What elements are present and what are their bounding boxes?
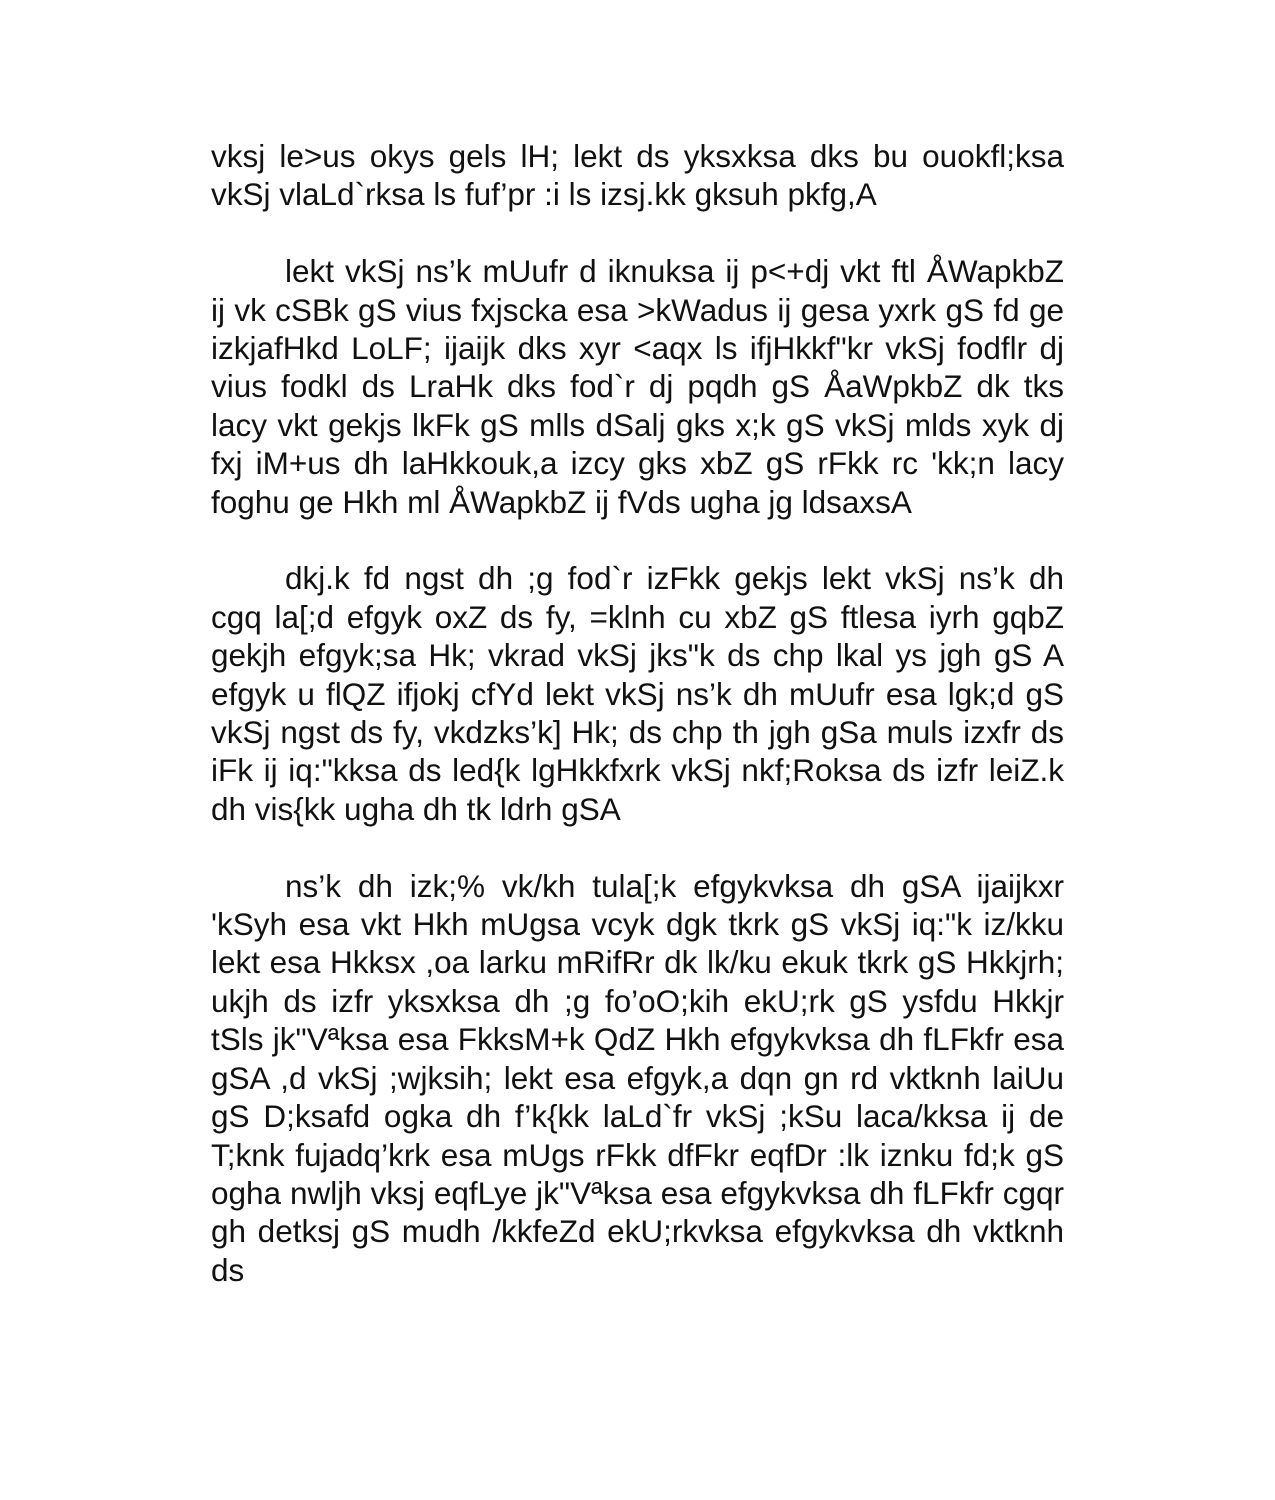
paragraph-2: lekt vkSj ns’k mUufr d iknuksa ij p<+dj vkt ftl ÅWapkbZ ij vk cSBk gS vius fxjscka esa >kWadus ij gesa yxrk gS fd ge izkjafHkd LoLF; ijaijk dks xyr <aqx ls ifjHkkf"kr vkSj fodflr dj vius fodkl ds LraHk dks fod`r dj pqdh gS ÅaWpkbZ dk tks lacy vkt gekjs lkFk gS mlls dSalj gks x;k gS vkSj mlds xyk dj fxj iM+us dh laHkkouk,a izcy gks xbZ gS rFkk rc 'kk;n lacy foghu ge Hkh ml ÅWapkbZ ij fVds ugha jg ldsaxsA [211,253,1064,520]
document-body [211,137,1064,1289]
paragraph-1: vksj le>us okys gels lH; lekt ds yksxksa dks bu ouokfl;ksa vkSj vlaLd`rksa ls fuf’pr :i ls izsj.kk gksuh pkfg,A [211,138,1064,213]
paragraph-4: ns’k dh izk;% vk/kh tula[;k efgykvksa dh gSA ijaijkxr 'kSyh esa vkt Hkh mUgsa vcyk dgk tkrk gS vkSj iq:"k iz/kku lekt esa Hkksx ,oa larku mRifRr dk lk/ku ekuk tkrk gS Hkkjrh; ukjh ds izfr yksxksa dh ;g fo’oO;kih ekU;rk gS ysfdu Hkkjr tSls jk"Vªksa esa FkksM+k QdZ Hkh efgykvksa dh fLFkfr esa gSA ,d vkSj ;wjksih; lekt esa efgyk,a dqn gn rd vktknh laiUu gS D;ksafd ogka dh f’k{kk laLd`fr vkSj ;kSu laca/kksa ij de T;knk fujadq’krk esa mUgs rFkk dfFkr eqfDr :lk iznku fd;k gS ogha nwljh vksj eqfLye jk"Vªksa esa efgykvksa dh fLFkfr cgqr gh detksj gS mudh /kkfeZd ekU;rkvksa efgykvksa dh vktknh ds [211,867,1064,1288]
paragraph-3: dkj.k fd ngst dh ;g fod`r izFkk gekjs lekt vkSj ns’k dh cgq la[;d efgyk oxZ ds fy, =klnh cu xbZ gS ftlesa iyrh gqbZ gekjh efgyk;sa Hk; vkrad vkSj jks"k ds chp lkal ys jgh gS A efgyk u flQZ ifjokj cfYd lekt vkSj ns’k dh mUufr esa lgk;d gS vkSj ngst ds fy, vkdzks’k] Hk; ds chp th jgh gSa muls izxfr ds iFk ij iq:"kksa ds led{k lgHkkfxrk vkSj nkf;Roksa ds izfr leiZ.k dh vis{kk ugha dh tk ldrh gSA [211,560,1064,827]
